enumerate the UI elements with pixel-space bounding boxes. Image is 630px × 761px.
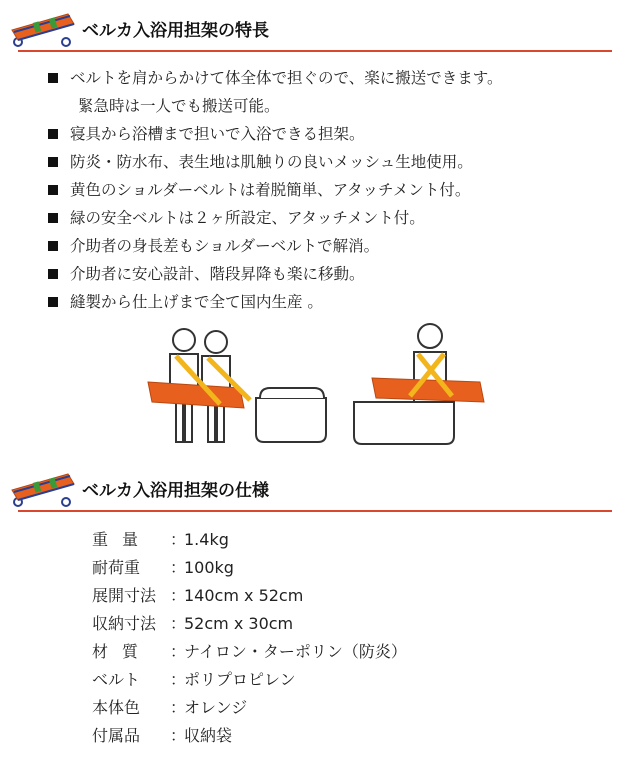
feature-text: 寝具から浴槽まで担いで入浴できる担架。 [70,125,365,143]
spec-label: 付属品 [92,726,141,745]
square-bullet-icon [48,129,58,139]
spec-label: 材質 [92,642,153,661]
feature-item [46,260,616,288]
spec-label: 耐荷重 [92,558,141,577]
spec-row [92,582,407,610]
features-title: ベルカ入浴用担架の特長 [82,21,269,41]
spec-colon: ： [170,726,187,745]
square-bullet-icon [48,213,58,223]
stretcher-carried-right [372,378,484,402]
section-divider [18,510,612,512]
feature-text: 介助者に安心設計、階段昇降も楽に移動。 [70,265,365,283]
square-bullet-icon [48,241,58,251]
spec-colon: ： [170,558,187,577]
spec-label: 収納寸法 [92,614,157,633]
spec-row [92,722,407,750]
spec-colon: ： [170,698,187,717]
features-list [46,64,616,316]
spec-value: 1.4kg [184,530,229,549]
square-bullet-icon [48,73,58,83]
feature-text: 縫製から仕上げまで全て国内生産 。 [70,293,323,311]
features-section-header [0,2,630,52]
specs-section-header [0,462,630,512]
specs-list [92,526,407,750]
feature-item [46,64,616,120]
spec-row [92,610,407,638]
spec-row [92,694,407,722]
spec-value: 100kg [184,558,234,577]
square-bullet-icon [48,297,58,307]
usage-illustration [140,320,500,452]
spec-value: 52cm x 30cm [184,614,294,633]
spec-label: 展開寸法 [92,586,157,605]
spec-colon: ： [170,614,187,633]
feature-item [46,232,616,260]
stretcher-icon [8,6,76,50]
feature-item [46,176,616,204]
spec-row [92,666,407,694]
feature-continuation: 緊急時は一人でも搬送可能。 [78,97,280,115]
square-bullet-icon [48,269,58,279]
bathtub-left [256,388,326,442]
square-bullet-icon [48,185,58,195]
spec-value: 140cm x 52cm [184,586,304,605]
spec-label: 本体色 [92,698,141,717]
spec-value: 収納袋 [184,726,233,745]
specs-title: ベルカ入浴用担架の仕様 [82,481,269,501]
spec-row [92,526,407,554]
feature-item [46,120,616,148]
stretcher-icon [8,466,76,510]
bathtub-right [354,402,454,444]
feature-item [46,148,616,176]
feature-text: ベルトを肩からかけて体全体で担ぐので、楽に搬送できます。 [70,69,503,87]
feature-text: 介助者の身長差もショルダーベルトで解消。 [70,237,380,255]
spec-label: 重量 [92,530,153,549]
spec-value: ナイロン・ターポリン（防炎） [184,642,407,661]
spec-colon: ： [170,670,187,689]
spec-value: オレンジ [184,698,248,717]
spec-colon: ： [170,530,187,549]
spec-row [92,554,407,582]
section-divider [18,50,612,52]
spec-label: ベルト [92,670,141,689]
feature-text: 防炎・防水布、表生地は肌触りの良いメッシュ生地使用。 [70,153,473,171]
spec-colon: ： [170,642,187,661]
spec-row [92,638,407,666]
spec-colon: ： [170,586,187,605]
feature-item [46,204,616,232]
spec-value: ポリプロピレン [184,670,296,689]
feature-text: 黄色のショルダーベルトは着脱簡単、アタッチメント付。 [70,181,471,199]
square-bullet-icon [48,157,58,167]
feature-text: 緑の安全ベルトは２ヶ所設定、アタッチメント付。 [70,209,425,227]
feature-item [46,288,616,316]
